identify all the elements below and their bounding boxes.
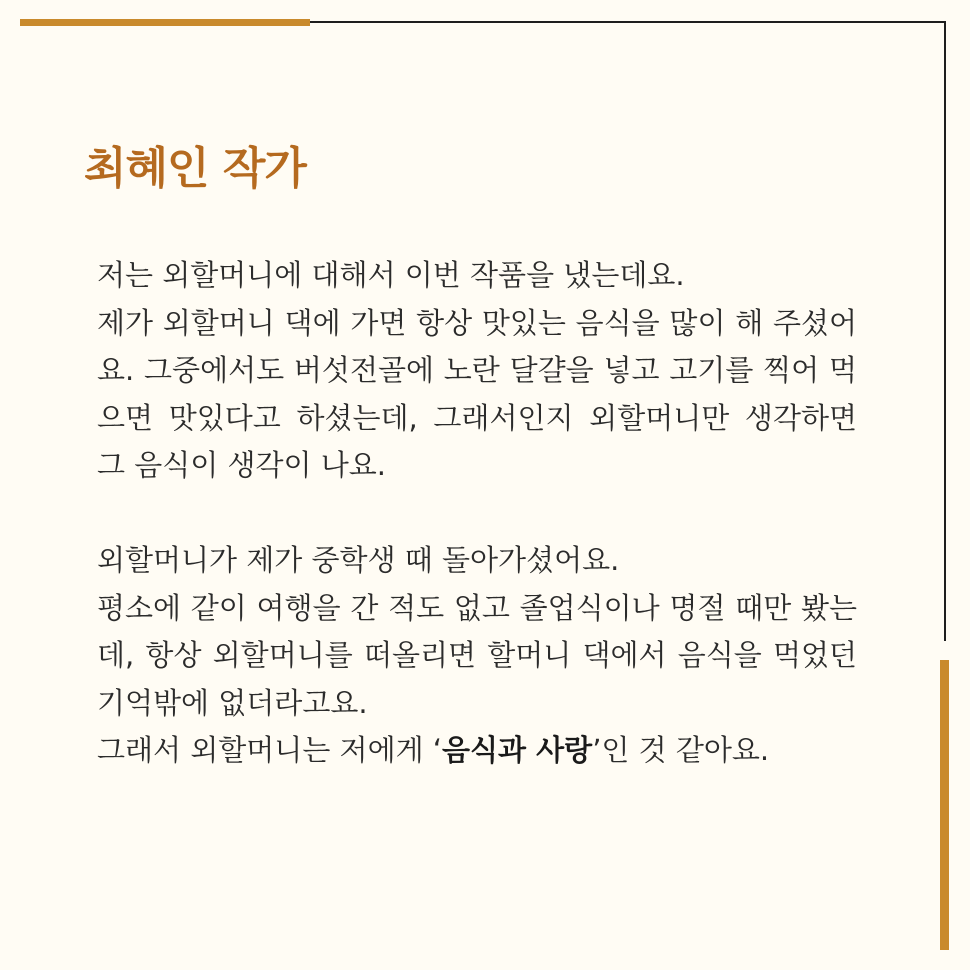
frame-line-right — [944, 21, 946, 641]
accent-bar-right — [940, 660, 949, 950]
closing-after: ’인 것 같아요. — [592, 733, 770, 767]
accent-bar-top — [20, 19, 310, 26]
quote-body — [97, 252, 857, 775]
paragraph-gap — [97, 490, 857, 538]
paragraph-2-line-2: 평소에 같이 여행을 간 적도 없고 졸업식이나 명절 때만 봤는데, 항상 외할머니를 떠올리면 할머니 댁에서 음식을 먹었던 기억밖에 없더라고요. — [97, 590, 857, 720]
closing-line — [97, 727, 857, 775]
page-title: 최혜인 작가 — [84, 143, 306, 194]
paragraph-1-line-2: 제가 외할머니 댁에 가면 항상 맛있는 음식을 많이 해 주셨어요. 그중에서도 버섯전골에 노란 달걀을 넣고 고기를 찍어 먹으면 맛있다고 하셨는데, 그래서인지 외할머니만 생각하면 그 음식이 생각이 나요. — [97, 305, 857, 482]
paragraph-2-line-1: 외할머니가 제가 중학생 때 돌아가셨어요. — [97, 543, 620, 577]
paragraph-1-line-1: 저는 외할머니에 대해서 이번 작품을 냈는데요. — [97, 258, 685, 292]
closing-before: 그래서 외할머니는 저에게 ‘ — [97, 733, 443, 767]
closing-emphasis: 음식과 사랑 — [442, 733, 593, 767]
